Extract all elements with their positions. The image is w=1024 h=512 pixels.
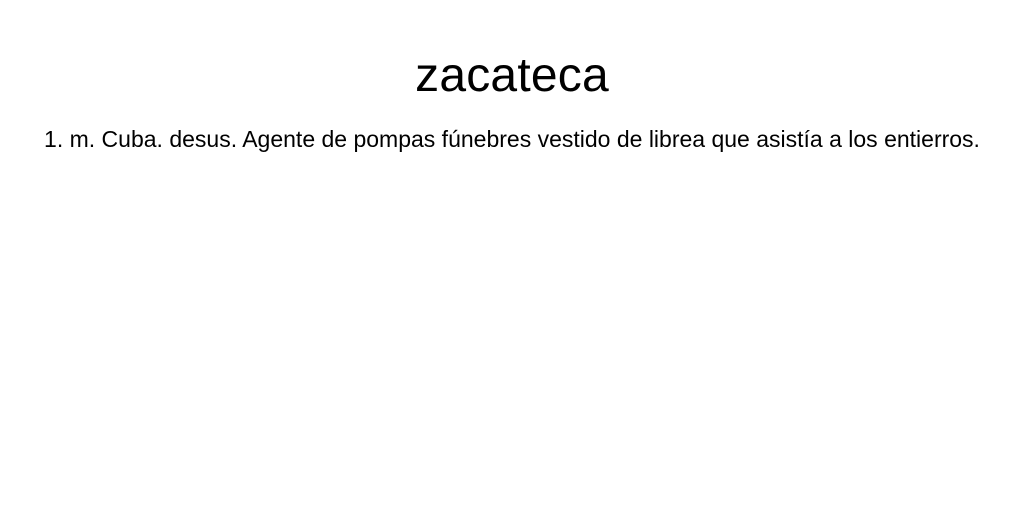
- headword: zacateca: [415, 49, 609, 102]
- dictionary-entry: [0, 0, 1024, 158]
- definition-text: 1. m. Cuba. desus. Agente de pompas fúnebres vestido de librea que asistía a los entierros.: [44, 126, 980, 152]
